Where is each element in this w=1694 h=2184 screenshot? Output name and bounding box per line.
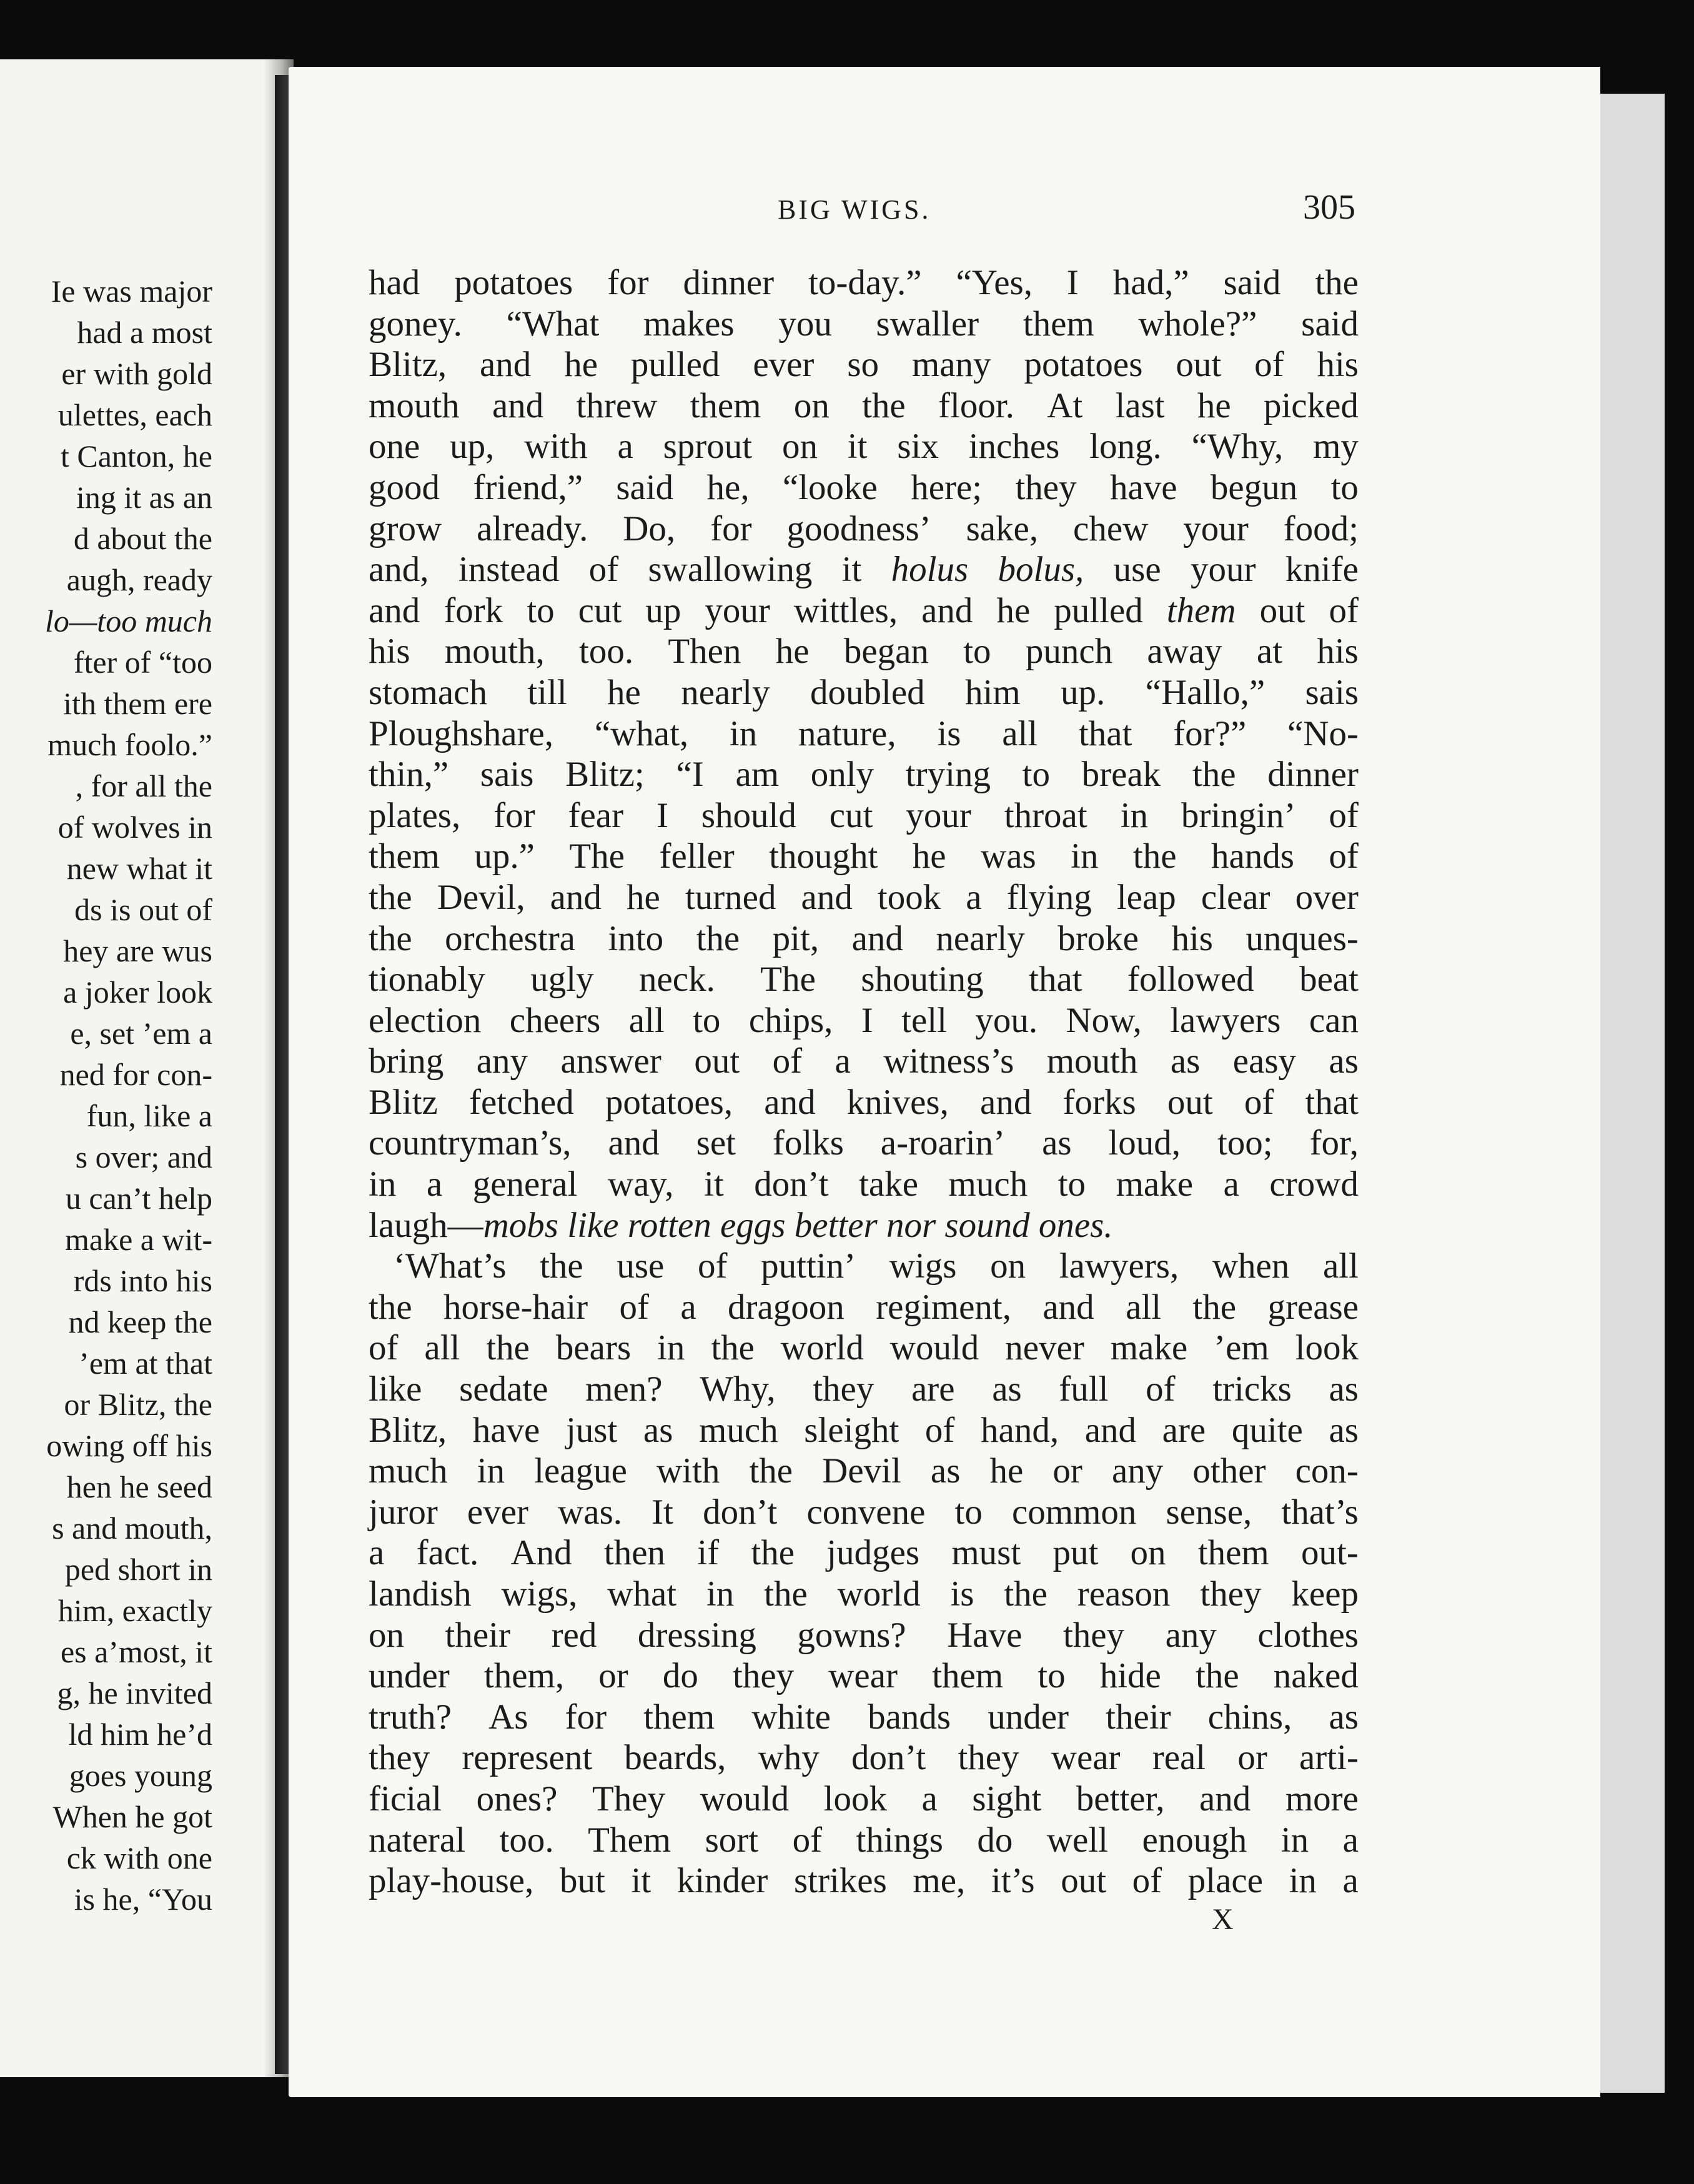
text-line: stomach till he nearly doubled him up. “Hallo,” sais bbox=[369, 672, 1359, 712]
text-line: the Devil, and he turned and took a flying leap clear over bbox=[369, 877, 1359, 917]
text-line: like sedate men? Why, they are as full of tricks as bbox=[369, 1369, 1359, 1409]
previous-page-line: ck with one bbox=[66, 1840, 212, 1875]
previous-page-line: nd keep the bbox=[68, 1304, 212, 1339]
text-line: they represent beards, why don’t they wear real or arti- bbox=[369, 1738, 1359, 1778]
text-line: in a general way, it don’t take much to make a crowd bbox=[369, 1164, 1359, 1204]
previous-page-line: of wolves in bbox=[57, 810, 212, 845]
text-line: had potatoes for dinner to-day.” “Yes, I had,” said the bbox=[369, 263, 1359, 302]
previous-page-line: rds into his bbox=[73, 1263, 212, 1298]
text-line: and fork to cut up your wittles, and he pulled them out of bbox=[369, 590, 1359, 630]
previous-page-line: fun, like a bbox=[86, 1098, 212, 1133]
text-line: election cheers all to chips, I tell you. Now, lawyers can bbox=[369, 1000, 1359, 1040]
text-line: one up, with a sprout on it six inches long. “Why, my bbox=[369, 427, 1359, 467]
text-line: thin,” sais Blitz; “I am only trying to break the dinner bbox=[369, 755, 1359, 795]
previous-page-line: fter of “too bbox=[73, 645, 212, 680]
text-line: nateral too. Them sort of things do well enough in a bbox=[369, 1820, 1359, 1860]
previous-page-line: ulettes, each bbox=[57, 397, 212, 432]
previous-page-line: much foolo.” bbox=[47, 727, 212, 762]
text-line: the orchestra into the pit, and nearly broke his unques- bbox=[369, 918, 1359, 958]
text-line: countryman’s, and set folks a-roarin’ as loud, too; for, bbox=[369, 1123, 1359, 1163]
text-line: on their red dressing gowns? Have they any clothes bbox=[369, 1615, 1359, 1655]
page-number: 305 bbox=[1303, 188, 1355, 227]
previous-page-line: ld him he’d bbox=[68, 1717, 212, 1752]
text-line: Blitz, have just as much sleight of hand, and are quite as bbox=[369, 1410, 1359, 1450]
signature-mark: X bbox=[1212, 1903, 1234, 1936]
previous-page-line: s and mouth, bbox=[52, 1511, 212, 1546]
previous-page-line: owing off his bbox=[46, 1428, 212, 1463]
previous-page-line: a joker look bbox=[63, 975, 212, 1010]
text-line: mouth and threw them on the floor. At last he picked bbox=[369, 385, 1359, 425]
previous-page-line: make a wit- bbox=[64, 1222, 212, 1257]
previous-page-line: ing it as an bbox=[76, 480, 212, 515]
text-line: the horse-hair of a dragoon regiment, and all the grease bbox=[369, 1287, 1359, 1327]
previous-page-line: d about the bbox=[73, 521, 212, 556]
previous-page-line: ds is out of bbox=[74, 892, 212, 927]
running-head: BIG WIGS. bbox=[778, 194, 931, 225]
previous-page-line: augh, ready bbox=[66, 562, 212, 597]
body-text bbox=[369, 262, 1359, 1902]
text-line: tionably ugly neck. The shouting that followed beat bbox=[369, 960, 1359, 1000]
text-line: laugh— mobs like rotten eggs better nor sound ones. bbox=[369, 1205, 1113, 1245]
text-line: a fact. And then if the judges must put on them out- bbox=[369, 1533, 1359, 1573]
previous-page bbox=[0, 59, 294, 2077]
previous-page-line: er with gold bbox=[61, 356, 212, 391]
previous-page-line: t Canton, he bbox=[60, 439, 212, 474]
text-line: truth? As for them white bands under their chins, as bbox=[369, 1697, 1359, 1737]
text-line: juror ever was. It don’t convene to common sense, that’s bbox=[369, 1492, 1359, 1532]
text-line: of all the bears in the world would never make ’em look bbox=[369, 1328, 1359, 1368]
text-line: Blitz fetched potatoes, and knives, and forks out of that bbox=[369, 1082, 1359, 1122]
previous-page-line: goes young bbox=[69, 1758, 212, 1793]
text-line: much in league with the Devil as he or any other con- bbox=[369, 1451, 1359, 1491]
text-line: his mouth, too. Then he began to punch away at his bbox=[369, 632, 1359, 672]
previous-page-line: e, set ’em a bbox=[70, 1016, 212, 1051]
text-line: and, instead of swallowing it holus bolus, use your knife bbox=[369, 550, 1359, 590]
previous-page-line: ned for con- bbox=[59, 1057, 212, 1092]
previous-page-line: had a most bbox=[77, 315, 212, 350]
previous-page-line: him, exactly bbox=[57, 1593, 212, 1628]
text-line: ‘What’s the use of puttin’ wigs on lawyers, when all bbox=[394, 1246, 1359, 1286]
previous-page-line: s over; and bbox=[75, 1139, 212, 1174]
text-line: under them, or do they wear them to hide the naked bbox=[369, 1656, 1359, 1696]
previous-page-line: , for all the bbox=[75, 768, 212, 803]
text-line: goney. “What makes you swaller them whole?” said bbox=[369, 304, 1359, 344]
previous-page-line: When he got bbox=[52, 1799, 212, 1834]
text-line: ficial ones? They would look a sight better, and more bbox=[369, 1779, 1359, 1819]
previous-page-line: Ie was major bbox=[51, 274, 212, 309]
text-line: Blitz, and he pulled ever so many potatoes out of his bbox=[369, 345, 1359, 385]
text-line: them up.” The feller thought he was in the hands of bbox=[369, 836, 1359, 876]
previous-page-line: ith them ere bbox=[63, 686, 212, 721]
page-header bbox=[372, 187, 1355, 237]
text-line: play-house, but it kinder strikes me, it’s out of place in a bbox=[369, 1861, 1359, 1901]
previous-page-line: ped short in bbox=[64, 1552, 212, 1587]
previous-page-line: is he, “You bbox=[74, 1882, 212, 1917]
previous-page-line: g, he invited bbox=[57, 1675, 212, 1710]
previous-page-line: ’em at that bbox=[79, 1346, 212, 1381]
text-line: plates, for fear I should cut your throat in bringin’ of bbox=[369, 795, 1359, 835]
book-back-cover bbox=[1596, 94, 1665, 2093]
text-line: grow already. Do, for goodness’ sake, chew your food; bbox=[369, 509, 1359, 548]
previous-page-line: hey are wus bbox=[63, 933, 212, 968]
previous-page-text bbox=[45, 271, 212, 1920]
text-line: landish wigs, what in the world is the reason they keep bbox=[369, 1574, 1359, 1614]
previous-page-line: or Blitz, the bbox=[64, 1387, 212, 1422]
previous-page-line: lo—too much bbox=[44, 603, 212, 638]
previous-page-line: es a’most, it bbox=[60, 1634, 212, 1669]
text-line: bring any answer out of a witness’s mouth as easy as bbox=[369, 1041, 1359, 1081]
previous-page-line: u can’t help bbox=[65, 1181, 212, 1216]
previous-page-line: new what it bbox=[66, 851, 212, 886]
text-line: Ploughshare, “what, in nature, is all that for?” “No- bbox=[369, 713, 1359, 753]
previous-page-line: hen he seed bbox=[66, 1469, 212, 1504]
text-line: good friend,” said he, “looke here; they have begun to bbox=[369, 467, 1359, 507]
